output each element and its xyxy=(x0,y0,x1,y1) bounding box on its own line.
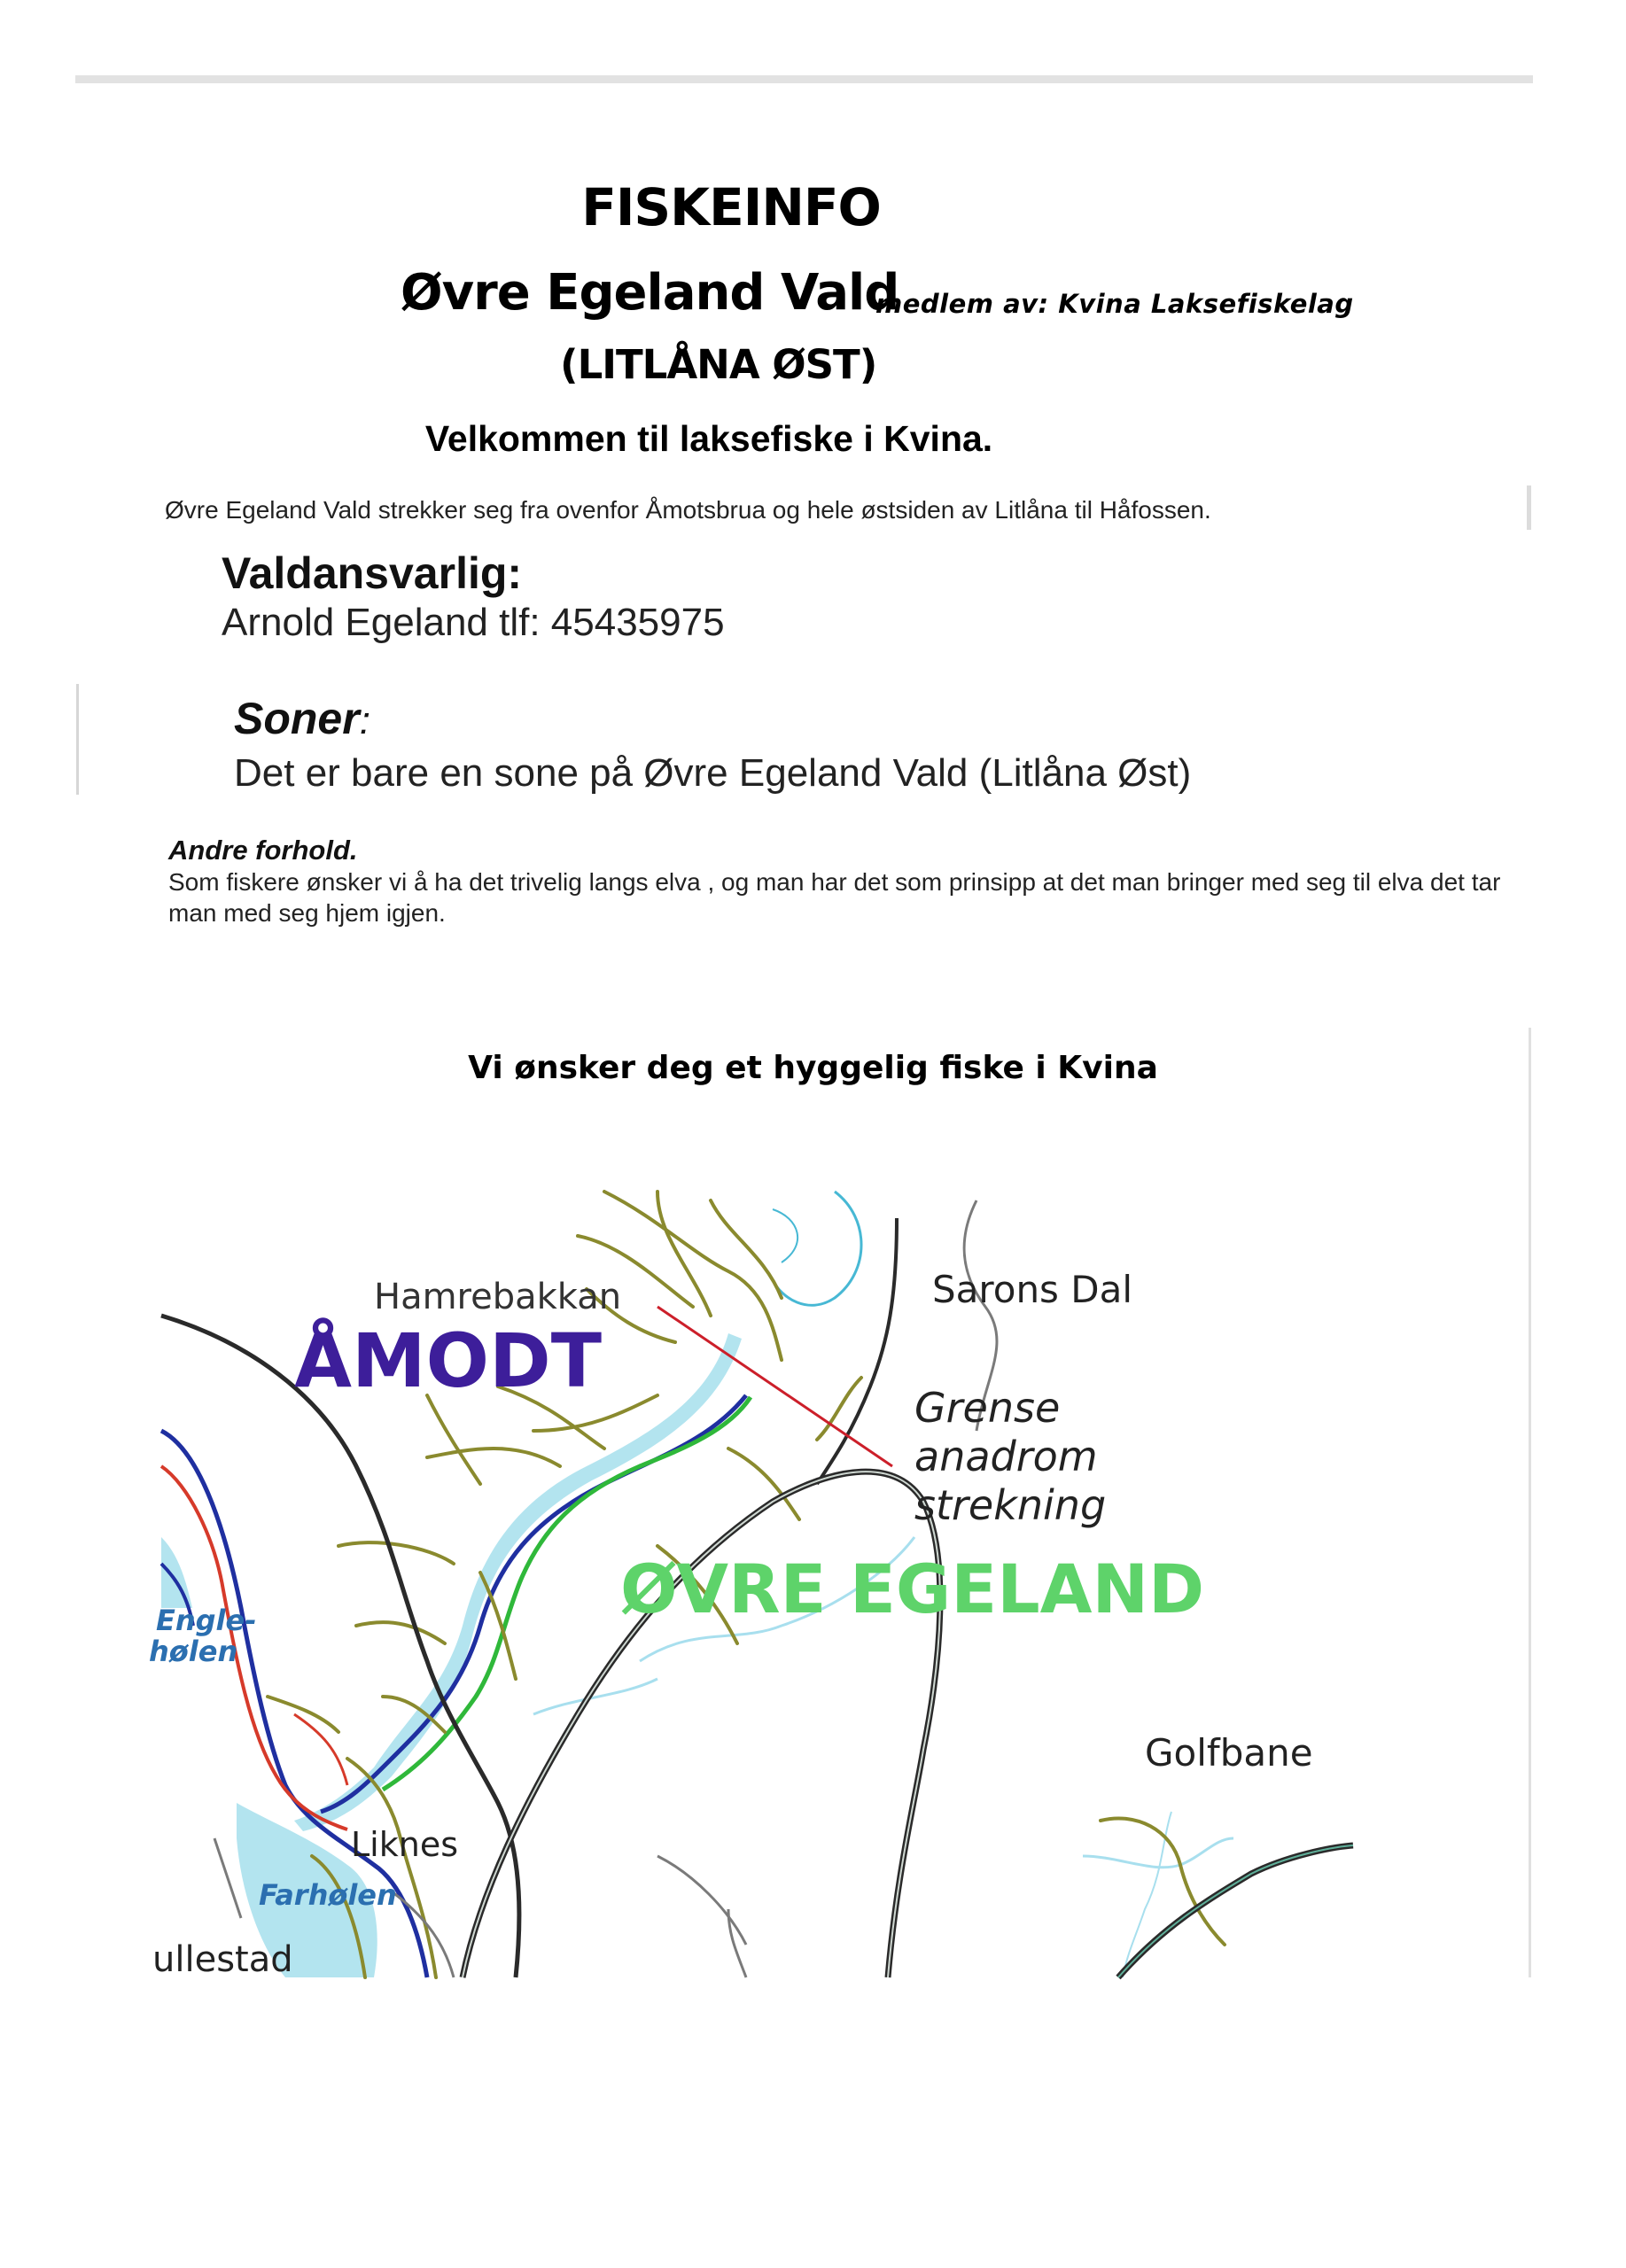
zones-heading xyxy=(234,693,370,744)
page-title: FISKEINFO xyxy=(581,177,881,237)
zones-heading-label: Soner xyxy=(234,694,360,743)
label-strekning: strekning xyxy=(914,1481,1107,1529)
fishing-map xyxy=(149,1165,1366,1980)
label-golfbane: Golfbane xyxy=(1145,1731,1313,1775)
margin-mark xyxy=(1527,485,1531,530)
label-farholen: Farhølen xyxy=(259,1878,397,1912)
membership-note: medlem av: Kvina Laksefiskelag xyxy=(875,289,1354,319)
closing-wish: Vi ønsker deg et hyggelig fiske i Kvina xyxy=(468,1050,1158,1086)
label-englehølen-2: hølen xyxy=(149,1635,238,1668)
label-amodt: ÅMODT xyxy=(294,1317,603,1404)
margin-mark xyxy=(76,684,79,795)
label-ovre-egeland: ØVRE EGELAND xyxy=(620,1550,1205,1628)
label-grense: Grense xyxy=(914,1384,1061,1432)
zones-text: Det er bare en sone på Øvre Egeland Vald (Litlåna Øst) xyxy=(234,751,1192,795)
intro-paragraph: Øvre Egeland Vald strekker seg fra ovenfor Åmotsbrua og hele østsiden av Litlåna til Håfossen. xyxy=(165,496,1211,524)
top-rule xyxy=(75,75,1533,83)
vald-name: Øvre Egeland Vald xyxy=(401,264,899,322)
label-anadrom: anadrom xyxy=(914,1433,1098,1480)
margin-mark xyxy=(1529,1028,1531,1977)
welcome-heading: Velkommen til laksefiske i Kvina. xyxy=(424,418,993,459)
area-name: (LITLÅNA ØST) xyxy=(560,341,877,388)
label-englehølen-1: Engle- xyxy=(156,1604,257,1637)
other-text: Som fiskere ønsker vi å ha det trivelig langs elva , og man har det som prinsipp at det man bringer med seg til elva det tar man med seg hjem igjen. xyxy=(168,868,1501,927)
label-sarons-dal: Sarons Dal xyxy=(932,1268,1133,1311)
zones-heading-colon: : xyxy=(359,699,370,742)
label-hamrebakkan: Hamrebakkan xyxy=(374,1277,622,1317)
label-liknes: Liknes xyxy=(351,1825,458,1864)
responsible-contact: Arnold Egeland tlf: 45435975 xyxy=(222,601,725,644)
responsible-heading: Valdansvarlig: xyxy=(222,548,523,598)
label-ullestad: ullestad xyxy=(152,1939,293,1980)
other-heading: Andre forhold. xyxy=(168,835,358,866)
